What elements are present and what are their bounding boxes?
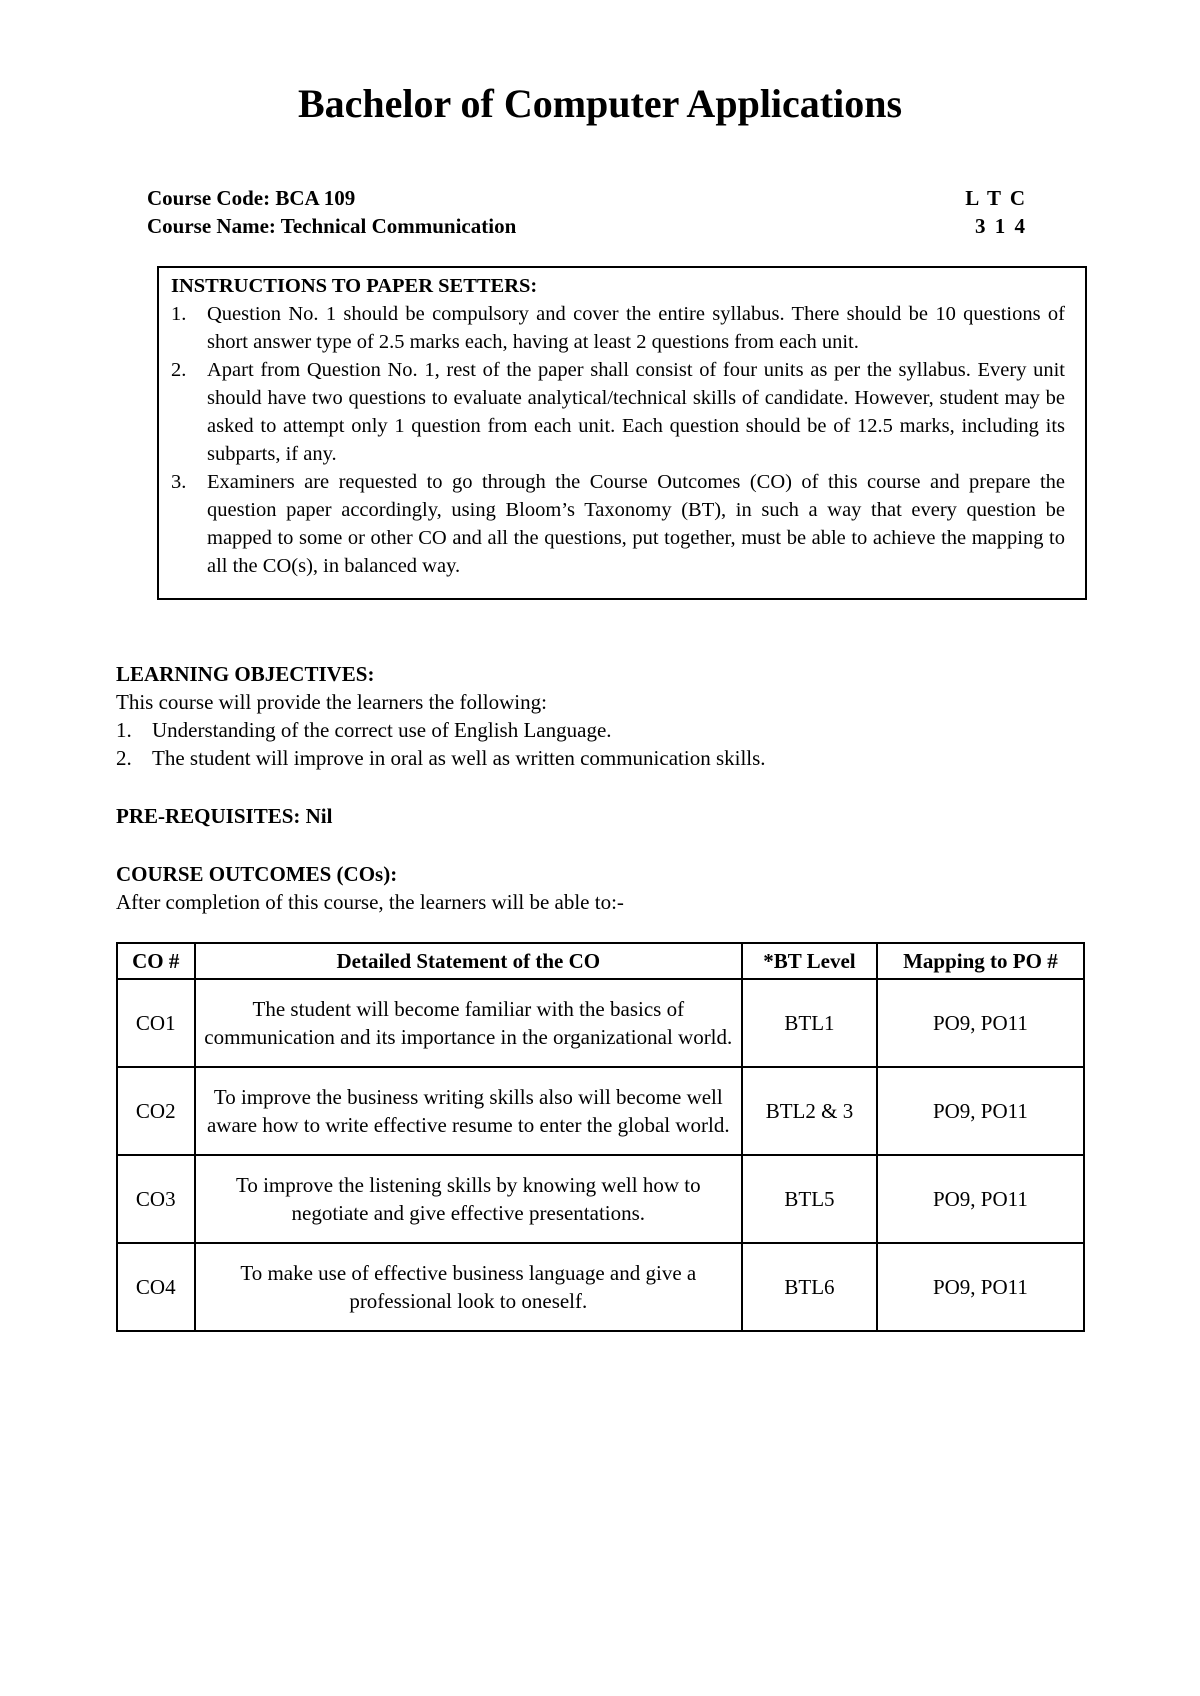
table-header-row <box>117 943 1084 979</box>
objective-item <box>116 744 1076 772</box>
header-co-number: CO # <box>117 943 195 979</box>
instruction-number: 3. <box>171 471 187 493</box>
course-outcomes-intro: After completion of this course, the learners will be able to:- <box>116 890 624 914</box>
ltc-values: 3 1 4 <box>975 214 1027 238</box>
table-row <box>117 1243 1084 1331</box>
co-statement: To improve the business writing skills also will become well aware how to write effective resume to enter the global world. <box>195 1067 743 1155</box>
bt-level: BTL1 <box>742 979 877 1067</box>
instruction-number: 1. <box>171 303 187 325</box>
co-statement: The student will become familiar with the basics of communication and its importance in the organizational world. <box>195 979 743 1067</box>
co-number: CO3 <box>117 1155 195 1243</box>
instruction-item <box>171 300 1065 356</box>
course-name: Course Name: Technical Communication <box>147 214 517 238</box>
instruction-text: Examiners are requested to go through the Course Outcomes (CO) of this course and prepare the question paper accordingly, using Bloom’s Taxonomy (BT), in such a way that every question be mapped to some or other CO and all the questions, put together, must be able to achieve the mapping to all the CO(s), in balanced way. <box>207 471 1065 577</box>
table-row <box>117 1067 1084 1155</box>
co-number: CO1 <box>117 979 195 1067</box>
instruction-item <box>171 356 1065 468</box>
course-code: Course Code: BCA 109 <box>147 186 356 210</box>
po-mapping: PO9, PO11 <box>877 1155 1084 1243</box>
course-name-line <box>147 212 1027 240</box>
learning-objectives-heading: LEARNING OBJECTIVES: <box>116 662 375 686</box>
course-outcomes-table <box>116 942 1085 1332</box>
instruction-number: 2. <box>171 359 187 381</box>
objective-text: Understanding of the correct use of English Language. <box>152 718 612 742</box>
co-number: CO2 <box>117 1067 195 1155</box>
bt-level: BTL2 & 3 <box>742 1067 877 1155</box>
co-number: CO4 <box>117 1243 195 1331</box>
po-mapping: PO9, PO11 <box>877 1243 1084 1331</box>
objective-item <box>116 716 1076 744</box>
course-outcomes-heading: COURSE OUTCOMES (COs): <box>116 862 398 886</box>
header-po-mapping: Mapping to PO # <box>877 943 1084 979</box>
instructions-list <box>171 300 1065 580</box>
instruction-text: Apart from Question No. 1, rest of the paper shall consist of four units as per the syllabus. Every unit should have two questions to evaluate analytical/technical skills of candidate. However, student may be asked to attempt only 1 question from each unit. Each question should be of 12.5 marks, including its subparts, if any. <box>207 359 1065 465</box>
po-mapping: PO9, PO11 <box>877 979 1084 1067</box>
objective-text: The student will improve in oral as well as written communication skills. <box>152 746 766 770</box>
header-bt-level: *BT Level <box>742 943 877 979</box>
instruction-text: Question No. 1 should be compulsory and cover the entire syllabus. There should be 10 questions of short answer type of 2.5 marks each, having at least 2 questions from each unit. <box>207 303 1065 353</box>
co-statement: To improve the listening skills by knowing well how to negotiate and give effective presentations. <box>195 1155 743 1243</box>
objective-number: 1. <box>116 718 132 742</box>
table-row <box>117 1155 1084 1243</box>
table-row <box>117 979 1084 1067</box>
instructions-box <box>157 266 1087 600</box>
instruction-item <box>171 468 1065 580</box>
header-co-statement: Detailed Statement of the CO <box>195 943 743 979</box>
learning-objectives-intro: This course will provide the learners the following: <box>116 690 547 714</box>
course-outcomes-section <box>116 860 1076 916</box>
learning-objectives-section <box>116 660 1076 772</box>
bt-level: BTL5 <box>742 1155 877 1243</box>
co-statement: To make use of effective business language and give a professional look to oneself. <box>195 1243 743 1331</box>
learning-objectives-list <box>116 716 1076 772</box>
course-code-line <box>147 184 1027 212</box>
ltc-label: L T C <box>965 186 1027 210</box>
instructions-heading: INSTRUCTIONS TO PAPER SETTERS: <box>171 275 538 297</box>
bt-level: BTL6 <box>742 1243 877 1331</box>
page-title: Bachelor of Computer Applications <box>297 81 903 126</box>
prerequisites: PRE-REQUISITES: Nil <box>116 804 333 828</box>
objective-number: 2. <box>116 746 132 770</box>
po-mapping: PO9, PO11 <box>877 1067 1084 1155</box>
